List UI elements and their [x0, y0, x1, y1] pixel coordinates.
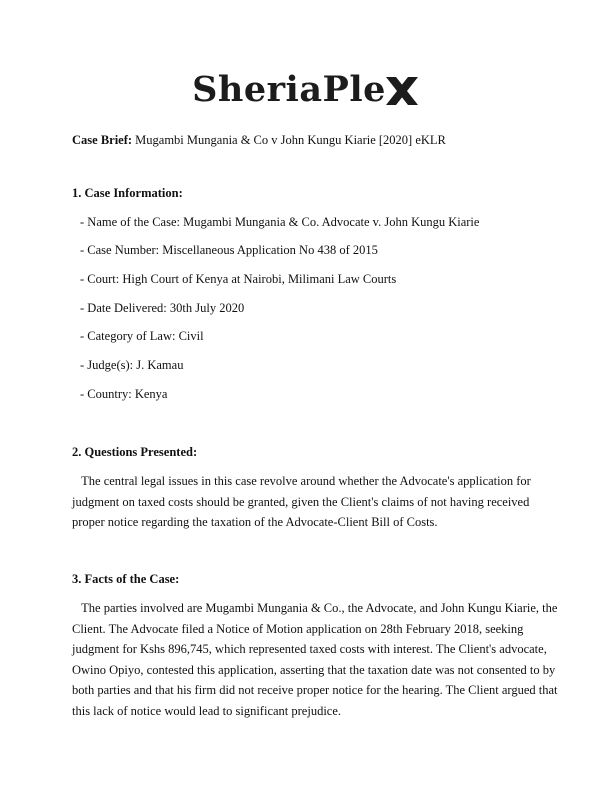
facts-line: The parties involved are Mugambi Mungania & Co., the Advocate, and John Kungu Kiarie, the: [72, 601, 558, 615]
questions-line: judgment on taxed costs should be granted, given the Client's claims of not having received: [72, 494, 530, 509]
case-info-date: - Date Delivered: 30th July 2020: [80, 301, 245, 315]
section-heading-questions-presented: 2. Questions Presented:: [72, 445, 198, 459]
case-brief-name: Mugambi Mungania & Co v John Kungu Kiarie [2020] eKLR: [132, 133, 446, 147]
case-info-country: - Country: Kenya: [80, 387, 168, 401]
logo-x-mark: [384, 75, 420, 107]
sheriaplex-logo: [0, 69, 612, 110]
case-brief-title: [72, 133, 446, 148]
section-heading-case-information: 1. Case Information:: [72, 186, 183, 200]
facts-paragraph: [72, 598, 558, 722]
case-info-court: - Court: High Court of Kenya at Nairobi, Milimani Law Courts: [80, 272, 397, 286]
facts-line: judgment for Kshs 896,745, which represented taxed costs with interest. The Client's advocate,: [72, 642, 547, 657]
facts-line: both parties and that his firm did not receive proper notice for the hearing. The Client argued that: [72, 683, 558, 698]
case-info-category: - Category of Law: Civil: [80, 329, 204, 343]
facts-line: this lack of notice would lead to significant prejudice.: [72, 703, 342, 718]
case-info-judge: - Judge(s): J. Kamau: [80, 358, 184, 372]
facts-line: Owino Opiyo, contested this application, asserting that the taxation date was not consented to by: [72, 662, 556, 677]
section-heading-facts: 3. Facts of the Case:: [72, 572, 180, 586]
questions-line: The central legal issues in this case revolve around whether the Advocate's application for: [72, 474, 531, 488]
case-info-number: - Case Number: Miscellaneous Application No 438 of 2015: [80, 243, 378, 257]
questions-paragraph: [72, 471, 546, 533]
questions-line: proper notice regarding the taxation of the Advocate-Client Bill of Costs.: [72, 515, 438, 530]
logo-wordmark: SheriaPle: [192, 69, 386, 110]
case-brief-label: Case Brief:: [72, 133, 133, 147]
facts-line: Client. The Advocate filed a Notice of Motion application on 28th February 2018, seeking: [72, 621, 524, 636]
case-info-name: - Name of the Case: Mugambi Mungania & Co. Advocate v. John Kungu Kiarie: [80, 215, 480, 229]
